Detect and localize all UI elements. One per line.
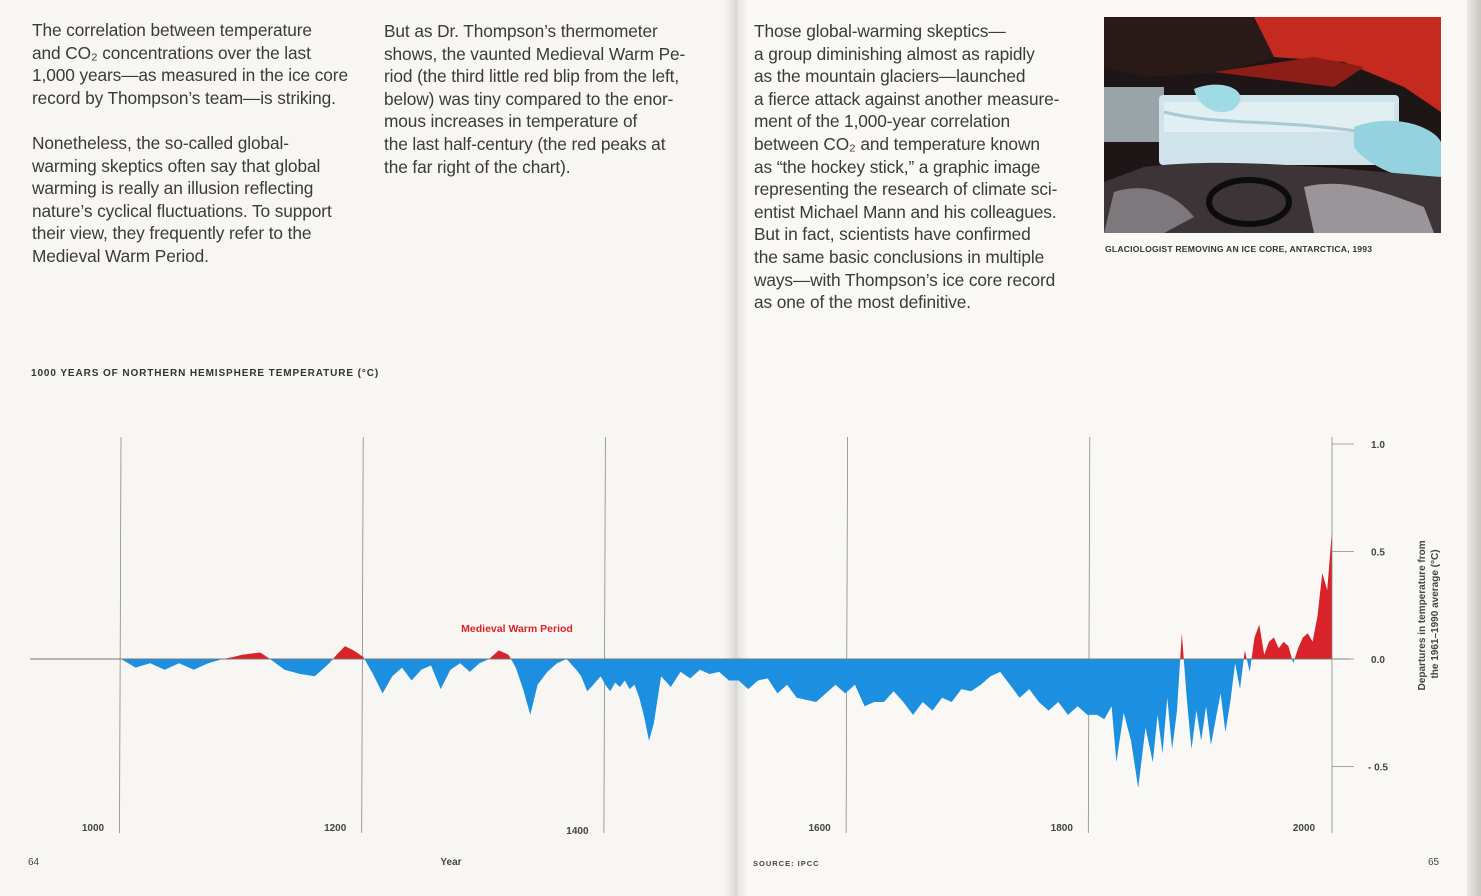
y-tick-label: 0.5 <box>1371 547 1385 559</box>
y-axis-label: Departures in temperature from the 1961–1990 average (°C) <box>1417 540 1441 691</box>
gridline-1600 <box>846 437 848 833</box>
y-tick-label: - 0.5 <box>1367 762 1389 774</box>
left-column-2-text: But as Dr. Thompson’s thermometer shows, the vaunted Medieval Warm Pe- riod (the third little red blip from the left, below) was tiny compared to the enor- mous increases in temperature of the last half-century (the red peaks at the far right of the chart). <box>384 21 686 177</box>
right-column-1-text: Those global-warming skeptics— a group diminishing almost as rapidly as the mountain glaciers—launched a fierce attack against another measure- ment of the 1,000-year correlation between CO₂ and temperature known as “the hockey stick,” a graphic image representing the research of climate sci- entist Michael Mann and his colleagues. But in fact, scientists have confirmed the same basic conclusions in multiple ways—with Thompson’s ice core record as one of the most definitive. <box>754 21 1060 313</box>
gridline-1400 <box>604 437 606 833</box>
y-tick-labels <box>1332 440 1388 774</box>
x-tick-label: 1600 <box>808 823 831 834</box>
source-note: SOURCE: IPCC <box>753 859 820 868</box>
photo-caption: GLACIOLOGIST REMOVING AN ICE CORE, ANTARCTICA, 1993 <box>1105 244 1373 254</box>
x-axis-label: Year <box>440 857 462 868</box>
x-tick-label: 1400 <box>566 826 589 837</box>
chart-gridlines <box>120 437 1090 833</box>
x-tick-label: 1800 <box>1050 823 1073 834</box>
y-tick-label: 0.0 <box>1371 655 1385 666</box>
chart-title: 1000 YEARS OF NORTHERN HEMISPHERE TEMPERATURE (°C) <box>31 368 380 379</box>
x-tick-label: 2000 <box>1292 823 1316 834</box>
gridline-1800 <box>1088 437 1090 833</box>
x-tick-label: 1000 <box>81 823 105 834</box>
y-tick-label: 1.0 <box>1371 440 1385 451</box>
gridline-1000 <box>120 437 122 833</box>
x-tick-label: 1200 <box>324 823 347 834</box>
gridline-1200 <box>362 437 364 833</box>
page-number-left: 64 <box>28 857 40 868</box>
medieval-warm-period-label: Medieval Warm Period <box>461 623 573 635</box>
x-tick-labels <box>82 823 1316 837</box>
page-number-right: 65 <box>1428 857 1440 868</box>
left-column-1-text: The correlation between temperature and CO₂ concentrations over the last 1,000 years—as measured in the ice core record by Thompson’s team—is striking. Nonetheless, the so-called global- warming skeptics often say that global warming is really an illusion reflecting nature’s cyclical fluctuations. To support their view, they frequently refer to the Medieval Warm Period. <box>32 20 348 266</box>
